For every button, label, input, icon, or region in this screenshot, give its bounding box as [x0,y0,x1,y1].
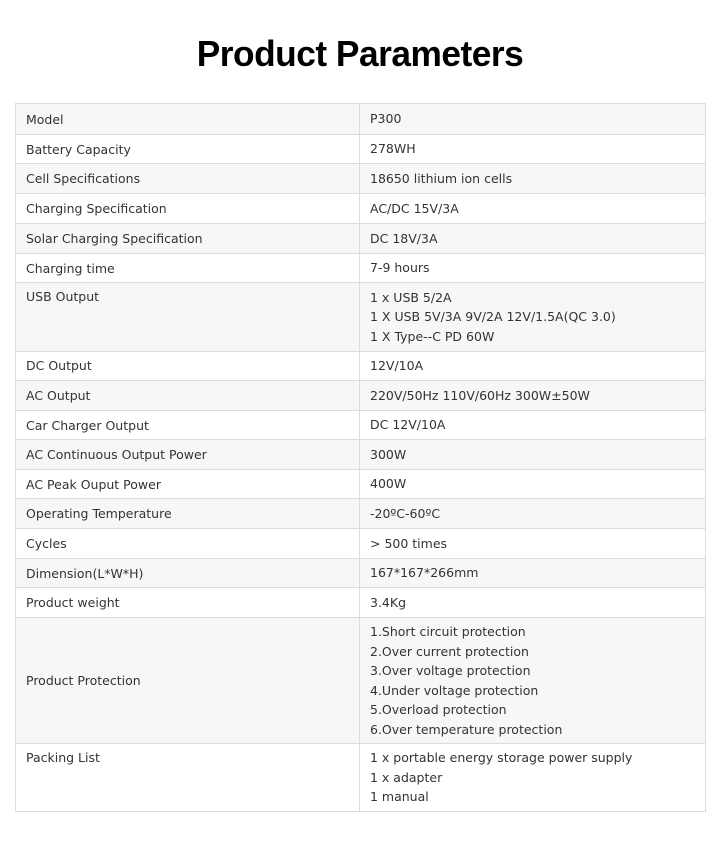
table-row [16,164,706,194]
parameter-value [360,411,706,440]
parameter-label: Operating Temperature [16,499,360,529]
table-row [16,283,706,352]
table-row [16,254,706,283]
parameter-label: Charging time [16,254,360,283]
parameter-value-line: 220V/50Hz 110V/60Hz 300W±50W [370,387,590,403]
table-row [16,381,706,411]
parameter-label: Product Protection [16,618,360,744]
parameter-label: Charging Specification [16,194,360,224]
parameter-value-line: P300 [370,111,402,127]
parameter-value [360,499,706,529]
parameter-value-line: -20ºC-60ºC [370,505,441,521]
parameter-value [360,135,706,164]
parameter-value-line: 5.Overload protection [370,702,507,717]
parameter-value-line: 400W [370,476,407,492]
table-row [16,440,706,470]
parameter-value [360,352,706,381]
table-row [16,529,706,559]
parameter-value-line: > 500 times [370,535,448,551]
parameter-value-line: 1 x adapter [370,769,443,785]
parameter-value-line: 1 x USB 5/2A [370,289,452,305]
parameter-value-line: 18650 lithium ion cells [370,170,513,186]
parameter-value [360,440,706,470]
parameters-table [15,103,706,812]
parameter-value [360,283,706,352]
parameter-value-line: 3.Over voltage protection [370,663,531,678]
parameter-value [360,588,706,618]
table-row [16,104,706,135]
parameter-value-line: 278WH [370,141,416,157]
parameter-value [360,559,706,588]
parameter-label: Cell Specifications [16,164,360,194]
table-row [16,588,706,618]
parameter-value [360,194,706,224]
table-row [16,352,706,381]
parameter-label: AC Peak Ouput Power [16,470,360,499]
parameter-label: USB Output [16,283,360,352]
parameter-value-line: 4.Under voltage protection [370,682,539,698]
parameter-value [360,381,706,411]
parameter-value [360,529,706,559]
table-row [16,559,706,588]
table-row [16,470,706,499]
table-row [16,499,706,529]
parameter-label: Cycles [16,529,360,559]
parameter-label: Product weight [16,588,360,618]
table-row [16,224,706,254]
parameter-value-line: 167*167*266mm [370,565,479,581]
parameter-value [360,618,706,744]
parameter-label: Dimension(L*W*H) [16,559,360,588]
table-row [16,618,706,744]
parameter-value-line: AC/DC 15V/3A [370,200,459,216]
table-row [16,135,706,164]
parameter-label: Model [16,104,360,135]
parameter-value [360,470,706,499]
parameter-value [360,744,706,812]
table-row [16,194,706,224]
parameter-value-line: 1 X Type--C PD 60W [370,328,495,344]
parameter-value-line: 6.Over temperature protection [370,721,563,737]
parameter-value-line: DC 12V/10A [370,417,446,433]
parameter-label: Car Charger Output [16,411,360,440]
parameter-label: AC Output [16,381,360,411]
parameter-value-line: 3.4Kg [370,594,407,610]
parameter-value-line: 1 X USB 5V/3A 9V/2A 12V/1.5A(QC 3.0) [370,309,616,325]
table-row [16,411,706,440]
parameter-value [360,164,706,194]
page-title: Product Parameters [196,33,524,74]
parameter-label: DC Output [16,352,360,381]
parameters-table-body [16,104,706,812]
parameter-value-line: DC 18V/3A [370,230,438,246]
parameter-value-line: 2.Over current protection [370,643,529,659]
parameter-value-line: 7-9 hours [370,260,430,276]
parameter-value-line: 1 x portable energy storage power supply [370,750,633,766]
parameter-label: Solar Charging Specification [16,224,360,254]
parameter-value-line: 1.Short circuit protection [370,624,526,639]
parameter-label: AC Continuous Output Power [16,440,360,470]
parameter-value-line: 12V/10A [370,358,424,374]
parameter-value-line: 300W [370,446,407,462]
parameter-label: Battery Capacity [16,135,360,164]
parameter-value [360,104,706,135]
parameter-value [360,224,706,254]
parameter-label: Packing List [16,744,360,812]
parameter-value [360,254,706,283]
table-row [16,744,706,812]
parameter-value-line: 1 manual [370,789,429,805]
